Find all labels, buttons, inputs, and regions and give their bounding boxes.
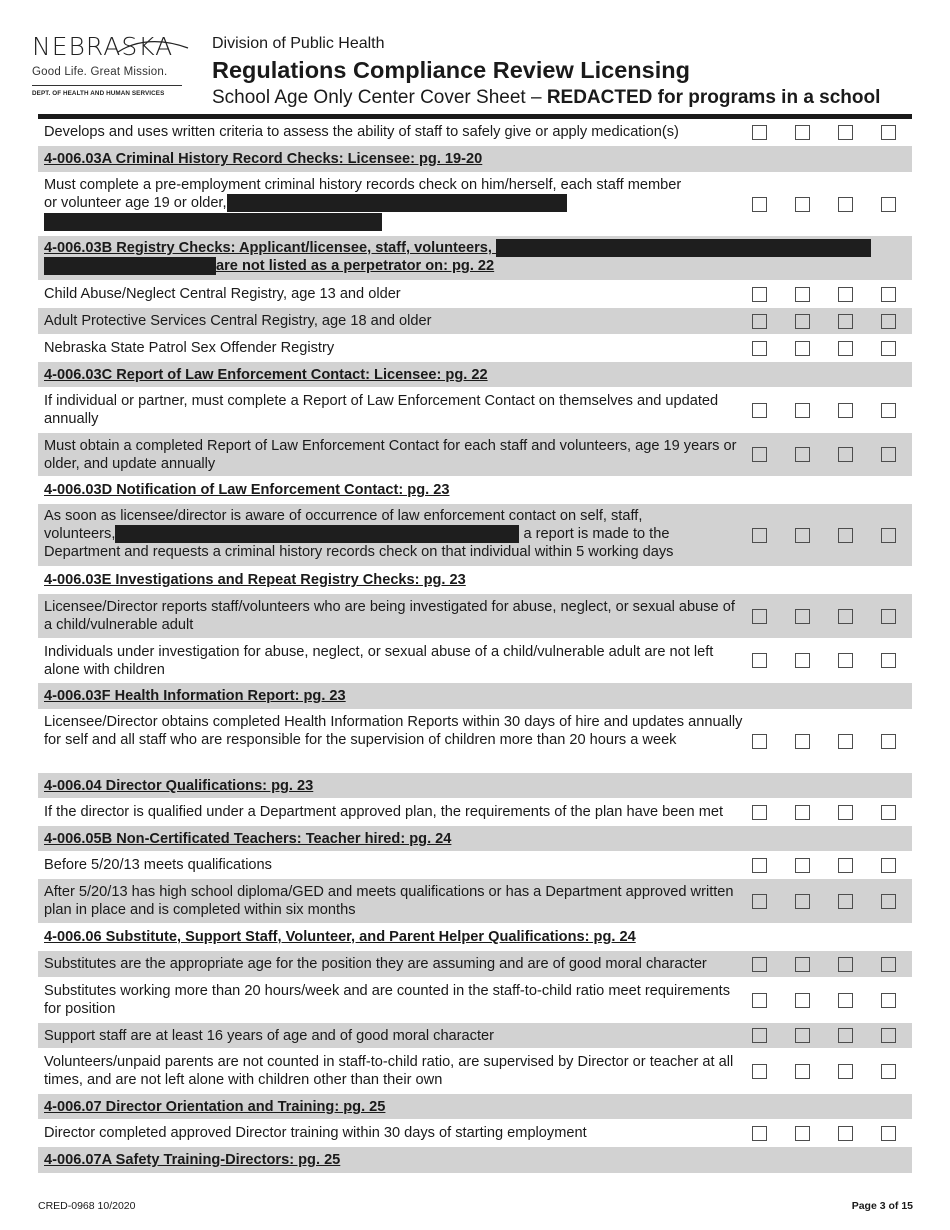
row-text: Director completed approved Director training within 30 days of starting employment — [44, 1125, 587, 1141]
checkbox[interactable] — [838, 197, 853, 212]
checkbox[interactable] — [881, 957, 896, 972]
row-text: After 5/20/13 has high school diploma/GED and meets qualifications or has a Department approved written plan in place and is completed within six months — [44, 884, 734, 919]
row-checkboxes — [752, 1049, 896, 1093]
section-heading: 4-006.03E Investigations and Repeat Registry Checks: pg. 23 — [44, 572, 466, 588]
section-heading: 4-006.03D Notification of Law Enforcement Contact: pg. 23 — [44, 482, 450, 498]
logo-wordmark: NEBRASKA — [32, 32, 174, 61]
row-text: Licensee/Director reports staff/volunteers who are being investigated for abuse, neglect, or sexual abuse of a child/vulnerable adult — [44, 599, 735, 634]
checkbox[interactable] — [752, 894, 767, 909]
division-name: Division of Public Health — [212, 35, 385, 52]
checkbox[interactable] — [752, 197, 767, 212]
row-text-b: a report is made to the — [523, 526, 670, 543]
checkbox[interactable] — [838, 609, 853, 624]
checkbox[interactable] — [795, 1126, 810, 1141]
logo-divider — [32, 85, 182, 86]
checklist-row — [38, 281, 912, 308]
checkbox[interactable] — [752, 805, 767, 820]
logo-dept-name: DEPT. OF HEALTH AND HUMAN SERVICES — [32, 90, 165, 97]
row-checkboxes — [752, 951, 896, 977]
section-heading: 4-006.07 Director Orientation and Training: pg. 25 — [44, 1099, 386, 1115]
checkbox[interactable] — [881, 197, 896, 212]
row-text: Substitutes are the appropriate age for the position they are assuming and are of good moral character — [44, 956, 707, 972]
checkbox[interactable] — [881, 993, 896, 1008]
page-header — [212, 34, 880, 110]
row-text: Develops and uses written criteria to assess the ability of staff to safely give or apply medication(s) — [44, 124, 679, 140]
checkbox[interactable] — [838, 447, 853, 462]
row-text-content: As soon as licensee/director is aware of occurrence of law enforcement contact on self, staff, — [44, 508, 643, 524]
row-checkboxes — [752, 879, 896, 923]
row-checkboxes — [752, 852, 896, 878]
checkbox[interactable] — [752, 314, 767, 329]
page-number: Page 3 of 15 — [851, 1200, 913, 1212]
checkbox[interactable] — [838, 1028, 853, 1043]
row-text: If the director is qualified under a Department approved plan, the requirements of the plan have been met — [44, 804, 724, 820]
checklist-row — [38, 504, 912, 567]
page-subtitle — [212, 86, 880, 110]
section-heading: 4-006.06 Substitute, Support Staff, Volunteer, and Parent Helper Qualifications: pg. 24 — [44, 929, 636, 945]
checkbox[interactable] — [881, 858, 896, 873]
row-checkboxes — [752, 120, 896, 145]
checkbox[interactable] — [881, 341, 896, 356]
section-heading: 4-006.07A Safety Training-Directors: pg. 25 — [44, 1152, 341, 1168]
row-text: Before 5/20/13 meets qualifications — [44, 857, 272, 873]
checkbox[interactable] — [881, 653, 896, 668]
row-text: Licensee/Director obtains completed Health Information Reports within 30 days of hire and updates annually for self and all staff who are responsible for the supervision of children more than 20 hours a week — [44, 714, 743, 749]
row-checkboxes — [752, 335, 896, 361]
section-heading-text-2: are not listed as a perpetrator on: pg. 22 — [216, 258, 495, 275]
checklist-row — [38, 1120, 912, 1147]
row-text: Must obtain a completed Report of Law Enforcement Contact for each staff and volunteers, age 19 years or older, and update annually — [44, 438, 737, 473]
row-text-c: Department and requests a criminal history records check on that individual within 5 working days — [44, 544, 674, 561]
checklist-row — [38, 978, 912, 1023]
checkbox[interactable] — [881, 1028, 896, 1043]
checkbox[interactable] — [881, 125, 896, 140]
row-text: Volunteers/unpaid parents are not counted in staff-to-child ratio, are supervised by Director or teacher at all times, and are not left alone with children other than their own — [44, 1054, 734, 1089]
checkbox[interactable] — [838, 1126, 853, 1141]
checkbox[interactable] — [752, 609, 767, 624]
section-heading-row — [38, 826, 912, 852]
checkbox[interactable] — [795, 447, 810, 462]
checkbox[interactable] — [795, 403, 810, 418]
subtitle-bold: REDACTED for programs in a school — [546, 87, 881, 108]
redaction-block — [496, 239, 871, 257]
section-heading-text: 4-006.03B Registry Checks: Applicant/licensee, staff, volunteers, — [44, 240, 492, 256]
redaction-block — [44, 213, 382, 231]
checkbox[interactable] — [795, 125, 810, 140]
row-checkboxes — [752, 388, 896, 432]
row-text: If individual or partner, must complete a Report of Law Enforcement Contact on themselves and updated annually — [44, 393, 719, 428]
checkbox[interactable] — [795, 993, 810, 1008]
checkbox[interactable] — [881, 528, 896, 543]
section-heading-row — [38, 146, 912, 173]
checkbox[interactable] — [752, 287, 767, 302]
row-text: Child Abuse/Neglect Central Registry, age 13 and older — [44, 286, 401, 302]
redaction-block — [44, 257, 216, 275]
logo-tagline: Good Life. Great Mission. — [32, 66, 168, 78]
row-text-a: volunteers, — [44, 526, 116, 543]
subtitle-plain: School Age Only Center Cover Sheet – — [212, 87, 547, 108]
checklist-row — [38, 710, 912, 773]
checklist-row — [38, 594, 912, 639]
section-heading-row — [38, 924, 912, 951]
section-heading — [44, 239, 904, 275]
checkbox[interactable] — [795, 609, 810, 624]
row-checkboxes — [752, 639, 896, 682]
checkbox[interactable] — [838, 341, 853, 356]
section-heading: 4-006.03F Health Information Report: pg. 23 — [44, 688, 346, 704]
checklist-row — [38, 173, 912, 236]
checkbox[interactable] — [752, 1126, 767, 1141]
checkbox[interactable] — [795, 341, 810, 356]
checklist-row — [38, 335, 912, 362]
checkbox[interactable] — [795, 734, 810, 749]
checkbox[interactable] — [838, 894, 853, 909]
checkbox[interactable] — [795, 858, 810, 873]
redaction-block — [227, 194, 567, 212]
section-heading-row — [38, 362, 912, 388]
row-text — [44, 176, 684, 231]
page-title: Regulations Compliance Review Licensing — [212, 57, 690, 83]
checkbox[interactable] — [881, 609, 896, 624]
checkbox[interactable] — [838, 287, 853, 302]
checkbox[interactable] — [795, 957, 810, 972]
section-heading: 4-006.04 Director Qualifications: pg. 23 — [44, 778, 314, 794]
checkbox[interactable] — [795, 805, 810, 820]
row-text: Nebraska State Patrol Sex Offender Registry — [44, 340, 335, 356]
logo-swoosh-icon — [116, 34, 190, 62]
checkbox[interactable] — [881, 805, 896, 820]
checklist-row — [38, 388, 912, 433]
checkbox[interactable] — [838, 734, 853, 749]
checkbox[interactable] — [752, 403, 767, 418]
checkbox[interactable] — [881, 734, 896, 749]
row-checkboxes — [752, 433, 896, 476]
nebraska-dhhs-logo — [32, 32, 188, 97]
row-text — [44, 507, 744, 562]
checkbox[interactable] — [752, 1028, 767, 1043]
redaction-block — [115, 525, 519, 543]
checkbox[interactable] — [795, 653, 810, 668]
section-heading: 4-006.03A Criminal History Record Checks: Licensee: pg. 19-20 — [44, 151, 483, 167]
checkbox[interactable] — [752, 125, 767, 140]
checkbox[interactable] — [838, 957, 853, 972]
checkbox[interactable] — [838, 125, 853, 140]
checkbox[interactable] — [838, 653, 853, 668]
section-heading: 4-006.05B Non-Certificated Teachers: Teacher hired: pg. 24 — [44, 831, 452, 847]
checkbox[interactable] — [838, 528, 853, 543]
checkbox[interactable] — [752, 653, 767, 668]
checklist-table — [38, 120, 912, 1174]
checkbox[interactable] — [795, 314, 810, 329]
section-heading-row — [38, 567, 912, 594]
checklist-row — [38, 433, 912, 477]
checkbox[interactable] — [752, 528, 767, 543]
checklist-row — [38, 1023, 912, 1049]
row-checkboxes — [752, 710, 896, 772]
checklist-row — [38, 852, 912, 879]
row-text: Adult Protective Services Central Registry, age 18 and older — [44, 313, 432, 329]
checkbox[interactable] — [838, 993, 853, 1008]
row-checkboxes — [752, 308, 896, 334]
section-heading-row — [38, 683, 912, 710]
checkbox[interactable] — [881, 287, 896, 302]
section-heading: 4-006.03C Report of Law Enforcement Contact: Licensee: pg. 22 — [44, 367, 488, 383]
checkbox[interactable] — [795, 287, 810, 302]
row-checkboxes — [752, 978, 896, 1022]
checkbox[interactable] — [752, 341, 767, 356]
row-text: Support staff are at least 16 years of age and of good moral character — [44, 1028, 494, 1044]
checklist-row — [38, 639, 912, 683]
header-rule — [38, 114, 912, 119]
checklist-row — [38, 951, 912, 978]
checkbox[interactable] — [838, 805, 853, 820]
checklist-row — [38, 120, 912, 146]
row-text: Substitutes working more than 20 hours/week and are counted in the staff-to-child ratio meet requirements for position — [44, 983, 731, 1018]
checkbox[interactable] — [881, 403, 896, 418]
checkbox[interactable] — [752, 957, 767, 972]
section-heading-row — [38, 236, 912, 281]
row-checkboxes — [752, 281, 896, 307]
checkbox[interactable] — [752, 447, 767, 462]
form-number: CRED-0968 10/2020 — [38, 1200, 136, 1212]
checklist-row — [38, 308, 912, 335]
checkbox[interactable] — [795, 1028, 810, 1043]
row-checkboxes — [752, 799, 896, 825]
checkbox[interactable] — [752, 1064, 767, 1079]
row-checkboxes — [752, 1023, 896, 1048]
row-checkboxes — [752, 504, 896, 566]
section-heading-row — [38, 773, 912, 799]
checkbox[interactable] — [795, 1064, 810, 1079]
checkbox[interactable] — [752, 734, 767, 749]
checkbox[interactable] — [752, 858, 767, 873]
row-checkboxes — [752, 173, 896, 235]
row-checkboxes — [752, 1120, 896, 1146]
checkbox[interactable] — [881, 1064, 896, 1079]
section-heading-row — [38, 1147, 912, 1174]
checkbox[interactable] — [881, 1126, 896, 1141]
row-checkboxes — [752, 594, 896, 638]
checkbox[interactable] — [881, 314, 896, 329]
checkbox[interactable] — [795, 528, 810, 543]
checkbox[interactable] — [838, 403, 853, 418]
checklist-row — [38, 879, 912, 924]
checkbox[interactable] — [838, 314, 853, 329]
checkbox[interactable] — [752, 993, 767, 1008]
checkbox[interactable] — [838, 858, 853, 873]
row-text: Individuals under investigation for abuse, neglect, or sexual abuse of a child/vulnerable adult are not left alone with children — [44, 644, 714, 679]
section-heading-row — [38, 1094, 912, 1120]
row-text-content: Must complete a pre-employment criminal history records check on him/herself, each staff member or volunteer age 19 or older, — [44, 177, 682, 212]
checkbox[interactable] — [838, 1064, 853, 1079]
checklist-row — [38, 799, 912, 826]
checklist-row — [38, 1049, 912, 1094]
checkbox[interactable] — [795, 894, 810, 909]
checkbox[interactable] — [881, 447, 896, 462]
checkbox[interactable] — [881, 894, 896, 909]
section-heading-row — [38, 477, 912, 504]
checkbox[interactable] — [795, 197, 810, 212]
